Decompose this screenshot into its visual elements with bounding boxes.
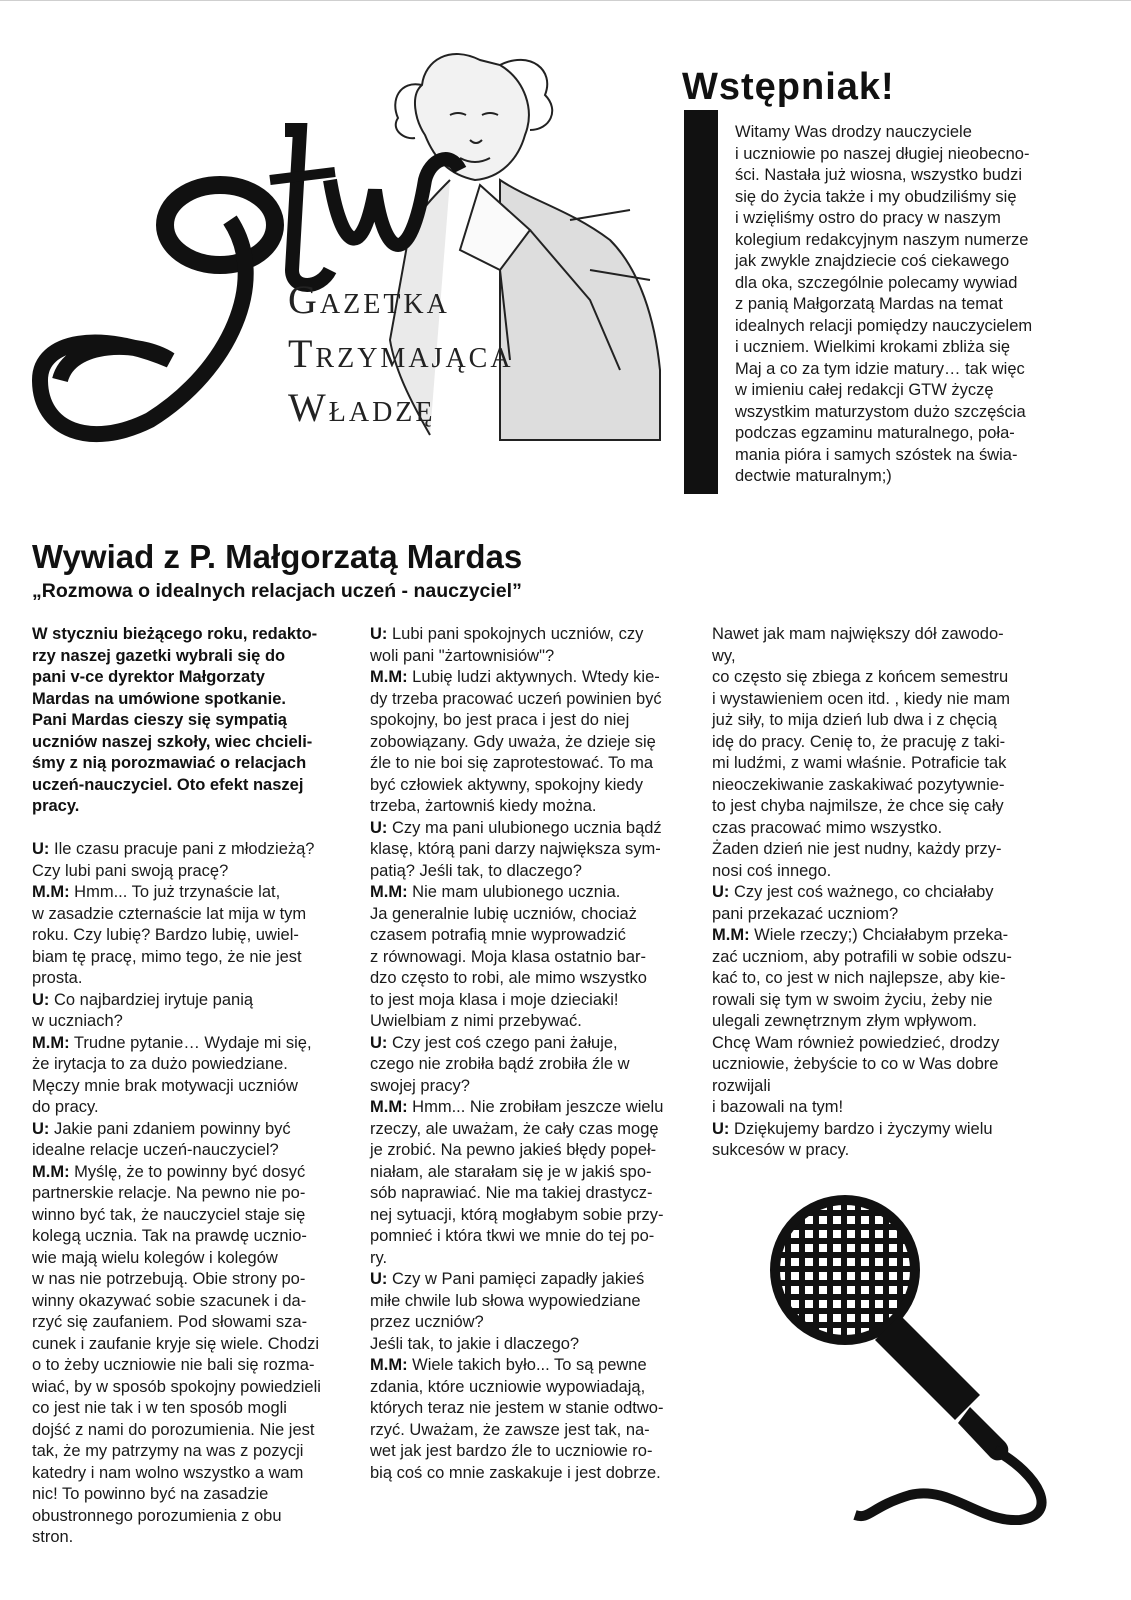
interview-line: [32, 1054, 362, 1076]
masthead-title-line2: Trzymająca: [288, 331, 514, 376]
line-text: śmy z nią porozmawiać o relacjach: [32, 754, 307, 772]
line-text: wie mają wielu kolegów i kolegów: [32, 1248, 278, 1267]
speaker-label: M.M:: [32, 883, 70, 901]
line-text: Żaden dzień nie jest nudny, każdy przy-: [712, 840, 1002, 858]
line-text: to jest chyba najmilsze, że chce się cały: [712, 797, 1004, 815]
speaker-label: U:: [370, 1270, 388, 1288]
paragraph-gap: [32, 818, 362, 840]
line-text: ulegali zewnętrznym złym wpływom.: [712, 1012, 977, 1030]
line-text: Ja generalnie lubię uczniów, chociaż: [370, 904, 637, 923]
interview-line: [370, 1291, 705, 1313]
line-text: sukcesów w pracy.: [712, 1141, 850, 1159]
interview-column-1: [32, 624, 362, 1549]
interview-line: [370, 1355, 705, 1377]
interview-line: [32, 1033, 362, 1055]
line-text: Hmm... Nie zrobiłam jeszcze wielu: [407, 1098, 664, 1116]
interview-line: [32, 1119, 362, 1141]
intro-line: [32, 689, 362, 711]
interview-line: [712, 1119, 1057, 1141]
interview-line: [370, 1033, 705, 1055]
interview-line: [370, 1205, 705, 1227]
line-text: wiać, by w sposób spokojny powiedzieli: [32, 1377, 321, 1396]
interview-line: [370, 1011, 705, 1033]
speaker-label: M.M:: [370, 1356, 408, 1374]
line-text: Czy jest coś ważnego, co chciałaby: [729, 883, 994, 901]
interview-line: [32, 1248, 362, 1270]
interview-line: [32, 1076, 362, 1098]
interview-line: [370, 1463, 705, 1485]
interview-line: [712, 1097, 1057, 1119]
interview-line: [712, 1140, 1057, 1162]
interview-line: [712, 667, 1057, 689]
line-text: nej sytuacji, którą mogłabym sobie przy-: [370, 1205, 664, 1224]
line-text: Jeśli tak, to jakie i dlaczego?: [370, 1334, 580, 1353]
line-text: dy trzeba pracować uczeń powinien być: [370, 689, 662, 708]
line-text: co często się zbiega z końcem semestru: [712, 668, 1009, 686]
line-text: być człowiek aktywny, spokojny kiedy: [370, 775, 643, 794]
speaker-label: M.M:: [712, 926, 750, 944]
line-text: Co najbardziej irytuje panią: [49, 990, 254, 1009]
speaker-label: M.M:: [370, 668, 408, 686]
interview-line: [32, 904, 362, 926]
interview-line: [370, 1248, 705, 1270]
interview-line: [370, 1420, 705, 1442]
line-text: pani przekazać uczniom?: [712, 904, 899, 923]
line-text: Chcę Wam również powiedzieć, drodzy: [712, 1033, 1000, 1052]
line-text: biam tę pracę, mimo tego, że nie jest: [32, 947, 302, 966]
interview-line: [32, 1140, 362, 1162]
line-text: Czy ma pani ulubionego ucznia bądź: [387, 818, 662, 837]
interview-line: [32, 1162, 362, 1184]
interview-line: [32, 990, 362, 1012]
line-text: rozwijali: [712, 1076, 771, 1095]
interview-line: [712, 710, 1057, 732]
line-text: Myślę, że to powinny być dosyć: [69, 1162, 306, 1181]
interview-line: [712, 925, 1057, 947]
interview-line: [32, 968, 362, 990]
interview-line: [712, 796, 1057, 818]
line-text: których teraz nie jestem w stanie odtwo-: [370, 1399, 664, 1417]
line-text: Czy lubi pani swoją pracę?: [32, 861, 229, 880]
line-text: Lubi pani spokojnych uczniów, czy: [387, 625, 644, 643]
line-text: że irytacja to za dużo powiedziane.: [32, 1055, 288, 1073]
line-text: cunek i zaufanie kryje się wiele. Chodzi: [32, 1334, 320, 1353]
interview-line: [712, 775, 1057, 797]
line-text: uczniów naszej szkoły, wiec chcieli-: [32, 732, 313, 751]
interview-line: [32, 1506, 362, 1528]
interview-line: [712, 1033, 1057, 1055]
interview-line: [370, 968, 705, 990]
line-text: zdania, które uczniowie wypowiadają,: [370, 1377, 646, 1396]
intro-line: [32, 710, 362, 732]
interview-line: [370, 947, 705, 969]
editorial-line: i uczniem. Wielkimi krokami zbliża się: [735, 338, 1011, 356]
speaker-label: U:: [370, 1033, 388, 1052]
line-text: rowali się tym w swoim życiu, żeby nie: [712, 990, 993, 1009]
interview-line: [370, 882, 705, 904]
line-text: roku. Czy lubię? Bardzo lubię, uwiel-: [32, 926, 299, 944]
speaker-label: U:: [712, 1119, 730, 1138]
microphone-icon: [760, 1185, 1060, 1525]
line-text: winny okazywać sobie szacunek i da-: [32, 1291, 307, 1310]
interview-line: [32, 1355, 362, 1377]
line-text: partnerskie relacje. Na pewno nie po-: [32, 1184, 306, 1202]
interview-line: [370, 925, 705, 947]
line-text: Uwielbiam z nimi przebywać.: [370, 1012, 582, 1030]
interview-line: [32, 1527, 362, 1549]
interview-line: [32, 882, 362, 904]
line-text: mi ludźmi, z wami właśnie. Potraficie tak: [712, 754, 1007, 772]
interview-line: [370, 646, 705, 668]
line-text: obustronnego porozumienia z obu: [32, 1506, 282, 1525]
interview-line: [370, 796, 705, 818]
interview-line: [32, 1291, 362, 1313]
line-text: klasę, którą pani darzy największa sym-: [370, 840, 661, 858]
interview-line: [370, 1441, 705, 1463]
line-text: katedry i nam wolno wszystko a wam: [32, 1463, 304, 1482]
line-text: Trudne pytanie… Wydaje mi się,: [69, 1033, 312, 1052]
line-text: Jakie pani zdaniem powinny być: [49, 1119, 291, 1138]
line-text: źle to nie boi się zaprotestować. To ma: [370, 754, 654, 772]
line-text: rzeczy, ale uważam, że cały czas mogę: [370, 1119, 659, 1138]
line-text: wy,: [712, 646, 736, 665]
editorial-line: dla oka, szczególnie polecamy wywiad: [735, 273, 1018, 292]
editorial-line: Witamy Was drodzy nauczyciele: [735, 123, 972, 141]
interview-line: [370, 904, 705, 926]
speaker-label: U:: [370, 818, 388, 837]
line-text: uczniowie, żebyście to co w Was dobre: [712, 1055, 999, 1073]
line-text: to jest moja klasa i moje dzieciaki!: [370, 990, 619, 1009]
masthead-title-line3: Władzę: [288, 385, 436, 430]
editorial-line: Maj a co za tym idzie matury… tak więc: [735, 359, 1025, 378]
line-text: miłe chwile lub słowa wypowiedziane: [370, 1291, 641, 1310]
interview-line: [32, 1420, 362, 1442]
interview-line: [370, 1269, 705, 1291]
line-text: Pani Mardas cieszy się sympatią: [32, 711, 287, 729]
line-text: zać uczniom, aby potrafili w sobie odszu-: [712, 947, 1012, 966]
line-text: W styczniu bieżącego roku, redakto-: [32, 625, 318, 643]
line-text: wet jak jest bardzo źle to uczniowie ro-: [370, 1442, 653, 1460]
line-text: już siły, to mija dzień lub dwa i z chęcią: [712, 711, 997, 729]
line-text: dzo często to robi, ale mimo wszystko: [370, 969, 647, 987]
intro-line: [32, 646, 362, 668]
line-text: spokojny, bo jest praca i jest do niej: [370, 711, 630, 729]
speaker-label: U:: [32, 990, 50, 1009]
interview-line: [370, 775, 705, 797]
interview-line: [712, 990, 1057, 1012]
interview-line: [712, 947, 1057, 969]
line-text: Lubię ludzi aktywnych. Wtedy kie-: [407, 668, 660, 686]
interview-line: [32, 1398, 362, 1420]
line-text: prosta.: [32, 969, 83, 987]
intro-line: [32, 753, 362, 775]
interview-line: [712, 861, 1057, 883]
line-text: idę do pracy. Cenię to, że pracuję z taki-: [712, 732, 1006, 751]
intro-line: [32, 732, 362, 754]
interview-column-2: [370, 624, 705, 1484]
editorial-title: Wstępniak!: [682, 66, 895, 108]
speaker-label: M.M:: [32, 1162, 70, 1181]
line-text: nosi coś innego.: [712, 861, 832, 880]
line-text: z równowagi. Moja klasa ostatnio bar-: [370, 947, 647, 966]
line-text: w uczniach?: [32, 1012, 123, 1030]
line-text: pomnieć i która tkwi we mnie do tej po-: [370, 1227, 655, 1245]
interview-line: [32, 1484, 362, 1506]
line-text: przez uczniów?: [370, 1313, 484, 1331]
portrait-illustration: [390, 54, 660, 440]
speaker-label: U:: [370, 625, 388, 643]
interview-line: [712, 818, 1057, 840]
line-text: Mardas na umówione spotkanie.: [32, 689, 286, 708]
speaker-label: U:: [32, 840, 50, 858]
line-text: Hmm... To już trzynaście lat,: [69, 883, 281, 901]
line-text: o to żeby uczniowie nie bali się rozma-: [32, 1356, 315, 1374]
interview-line: [32, 861, 362, 883]
editorial-line: z panią Małgorzatą Mardas na temat: [735, 295, 1003, 313]
editorial-line: mania pióra i samych szóstek na świa-: [735, 445, 1018, 464]
line-text: czego nie zrobiła bądź zrobiła źle w: [370, 1055, 630, 1073]
speaker-label: M.M:: [370, 883, 408, 901]
line-text: Czy w Pani pamięci zapadły jakieś: [387, 1270, 645, 1288]
line-text: rzy naszej gazetki wybrali się do: [32, 646, 286, 665]
line-text: pani v-ce dyrektor Małgorzaty: [32, 668, 265, 686]
interview-line: [32, 1226, 362, 1248]
interview-line: [32, 1183, 362, 1205]
interview-title: Wywiad z P. Małgorzatą Mardas: [32, 538, 523, 575]
line-text: Czy jest coś czego pani żałuje,: [387, 1033, 618, 1052]
speaker-label: U:: [32, 1119, 50, 1138]
interview-line: [370, 689, 705, 711]
editorial-line: się do życia także i my obudziliśmy się: [735, 187, 1017, 206]
interview-line: [32, 1312, 362, 1334]
line-text: Ile czasu pracuje pani z młodzieżą?: [49, 840, 315, 858]
interview-line: [370, 861, 705, 883]
editorial-line: w imieniu całej redakcji GTW życzę: [735, 381, 994, 399]
line-text: niałam, ale starałam się je w jakiś spo-: [370, 1162, 652, 1181]
intro-line: [32, 624, 362, 646]
line-text: kać to, co jest w nich najlepsze, aby kie-: [712, 969, 1006, 987]
line-text: Dziękujemy bardzo i życzymy wielu: [729, 1119, 993, 1138]
line-text: Nawet jak mam największy dół zawodo-: [712, 625, 1004, 643]
line-text: bią coś co mnie zaskakuje i jest dobrze.: [370, 1463, 661, 1482]
interview-line: [712, 882, 1057, 904]
interview-line: [370, 753, 705, 775]
line-text: co jest nie tak i w ten sposób mogli: [32, 1399, 287, 1417]
interview-line: [712, 1076, 1057, 1098]
line-text: i wystawieniem ocen itd. , kiedy nie mam: [712, 689, 1011, 708]
interview-line: [32, 1269, 362, 1291]
interview-line: [370, 1377, 705, 1399]
line-text: kolegą ucznia. Tak na prawdę ucznio-: [32, 1227, 307, 1245]
line-text: tak, że my patrzymy na was z pozycji: [32, 1442, 304, 1460]
interview-line: [712, 1011, 1057, 1033]
interview-line: [370, 1312, 705, 1334]
interview-line: [712, 624, 1057, 646]
interview-line: [370, 990, 705, 1012]
interview-line: [370, 624, 705, 646]
line-text: swojej pracy?: [370, 1076, 470, 1095]
interview-line: [32, 925, 362, 947]
interview-line: [370, 1226, 705, 1248]
interview-line: [712, 753, 1057, 775]
line-text: uczeń-nauczyciel. Oto efekt naszej: [32, 775, 304, 794]
line-text: i bazowali na tym!: [712, 1098, 844, 1116]
interview-line: [370, 1097, 705, 1119]
line-text: zobowiązany. Gdy uważa, że dzieje się: [370, 732, 656, 751]
editorial-line: idealnych relacji pomiędzy nauczycielem: [735, 316, 1033, 335]
line-text: ry.: [370, 1248, 388, 1267]
speaker-label: U:: [712, 883, 730, 901]
editorial-line: dectwie maturalnym;): [735, 467, 892, 485]
interview-line: [712, 732, 1057, 754]
interview-line: [370, 710, 705, 732]
line-text: stron.: [32, 1528, 74, 1546]
interview-line: [32, 839, 362, 861]
masthead: [30, 40, 680, 460]
editorial-bar: [684, 110, 718, 494]
line-text: patią? Jeśli tak, to dlaczego?: [370, 861, 582, 880]
interview-line: [370, 1054, 705, 1076]
speaker-label: M.M:: [32, 1033, 70, 1052]
interview-line: [370, 1140, 705, 1162]
interview-line: [370, 667, 705, 689]
line-text: sób naprawiać. Nie ma takiej drastycz-: [370, 1184, 653, 1202]
intro-line: [32, 667, 362, 689]
editorial-line: jak zwykle znajdziecie coś ciekawego: [735, 252, 1010, 270]
top-rule: [0, 0, 1131, 1]
interview-line: [370, 1162, 705, 1184]
intro-line: [32, 775, 362, 797]
interview-line: [712, 1054, 1057, 1076]
interview-line: [370, 1334, 705, 1356]
line-text: trzeba, żartowniś kiedy można.: [370, 797, 597, 815]
editorial-line: i uczniowie po naszej długiej nieobecno-: [735, 144, 1030, 163]
line-text: Męczy mnie brak motywacji uczniów: [32, 1076, 298, 1095]
interview-line: [370, 839, 705, 861]
line-text: rzyć. Uważam, że zawsze jest tak, na-: [370, 1420, 650, 1439]
editorial-line: kolegium redakcyjnym naszym numerze: [735, 230, 1029, 249]
interview-line: [370, 1119, 705, 1141]
interview-line: [370, 1183, 705, 1205]
interview-line: [32, 947, 362, 969]
interview-line: [32, 1334, 362, 1356]
interview-line: [370, 1076, 705, 1098]
line-text: nic! To powinno być na zasadzie: [32, 1485, 269, 1503]
editorial-line: wszystkim maturzystom dużo szczęścia: [735, 402, 1026, 421]
speaker-label: M.M:: [370, 1098, 408, 1116]
interview-line: [32, 1097, 362, 1119]
line-text: Nie mam ulubionego ucznia.: [407, 883, 621, 901]
interview-subtitle: „Rozmowa o idealnych relacjach uczeń - nauczyciel”: [32, 580, 522, 602]
line-text: rzyć się zaufaniem. Pod słowami sza-: [32, 1313, 308, 1331]
interview-line: [32, 1441, 362, 1463]
editorial-line: i wzięliśmy ostro do pracy w naszym: [735, 209, 1001, 227]
line-text: dojść z nami do porozumienia. Nie jest: [32, 1420, 315, 1439]
line-text: Wiele rzeczy;) Chciałabym przeka-: [749, 926, 1009, 944]
line-text: do pracy.: [32, 1098, 99, 1116]
intro-line: [32, 796, 362, 818]
line-text: w nas nie potrzebują. Obie strony po-: [32, 1270, 306, 1288]
interview-column-3: [712, 624, 1057, 1162]
line-text: winno być tak, że nauczyciel staje się: [32, 1205, 306, 1224]
interview-line: [32, 1463, 362, 1485]
line-text: je zrobić. Na pewno jakieś błędy popeł-: [370, 1141, 657, 1159]
interview-line: [712, 646, 1057, 668]
interview-line: [712, 968, 1057, 990]
editorial-line: ści. Nastała już wiosna, wszystko budzi: [735, 166, 1023, 184]
editorial-body: [735, 122, 1080, 488]
line-text: Wiele takich było... To są pewne: [407, 1356, 647, 1374]
editorial-line: podczas egzaminu maturalnego, poła-: [735, 424, 1015, 442]
line-text: woli pani "żartownisiów"?: [370, 646, 555, 665]
interview-line: [712, 904, 1057, 926]
line-text: czasem potrafią mnie wyprowadzić: [370, 926, 626, 944]
interview-line: [370, 732, 705, 754]
line-text: nieoczekiwanie zaskakiwać pozytywnie-: [712, 775, 1005, 794]
line-text: w zasadzie czternaście lat mija w tym: [32, 904, 307, 923]
interview-line: [370, 1398, 705, 1420]
interview-line: [32, 1377, 362, 1399]
interview-line: [712, 839, 1057, 861]
line-text: pracy.: [32, 797, 80, 815]
interview-line: [32, 1205, 362, 1227]
interview-line: [712, 689, 1057, 711]
line-text: czas pracować mimo wszystko.: [712, 818, 943, 837]
interview-line: [32, 1011, 362, 1033]
interview-line: [370, 818, 705, 840]
masthead-title-line1: Gazetka: [288, 277, 450, 322]
line-text: idealne relacje uczeń-nauczyciel?: [32, 1141, 279, 1159]
